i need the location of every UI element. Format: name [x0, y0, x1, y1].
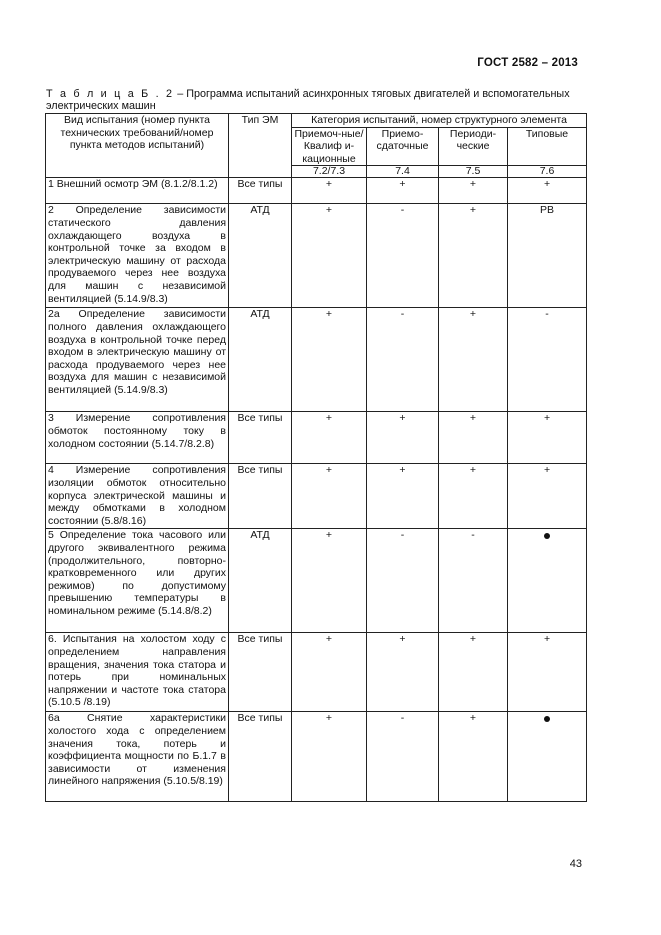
header-type-tests: Типовые: [508, 127, 587, 166]
table-row: [46, 464, 587, 529]
test-description: 3 Измерение сопротивления обмоток постоянному току в холодном состоянии (5.14.7/8.2.8): [46, 412, 229, 464]
header-category: Категория испытаний, номер структурного элемента: [292, 114, 587, 128]
mark-cell: +: [292, 204, 367, 308]
mark-cell: +: [508, 633, 587, 712]
mark-cell: +: [439, 464, 508, 529]
mark-cell: РВ: [508, 204, 587, 308]
mark-cell: -: [439, 529, 508, 633]
em-type-cell: Все типы: [229, 412, 292, 464]
mark-cell: +: [439, 204, 508, 308]
bullet-icon: [544, 716, 550, 722]
table-row: [46, 712, 587, 802]
header-em-type: Тип ЭМ: [229, 114, 292, 178]
test-description: 6а Снятие характеристики холостого хода с определением значения тока, потерь и коэффициента мощности по Б.1.7 в зависимости от изменения линейного напряжения (5.10.5/8.19): [46, 712, 229, 802]
em-type-cell: АТД: [229, 204, 292, 308]
mark-cell: +: [367, 464, 439, 529]
header-row: [46, 114, 587, 128]
mark-cell: -: [367, 204, 439, 308]
mark-cell: +: [292, 178, 367, 204]
mark-cell: [508, 712, 587, 802]
table-row: [46, 308, 587, 412]
header-acceptance: Приемоч-ные/Квалиф и-кационные: [292, 127, 367, 166]
em-type-cell: Все типы: [229, 178, 292, 204]
mark-cell: +: [292, 308, 367, 412]
caption-text: – Программа испытаний асинхронных тяговых двигателей и вспомогательных электрических машин: [46, 88, 570, 112]
em-type-cell: Все типы: [229, 712, 292, 802]
mark-cell: +: [367, 178, 439, 204]
table-row: [46, 204, 587, 308]
mark-cell: +: [439, 712, 508, 802]
em-type-cell: Все типы: [229, 464, 292, 529]
bullet-icon: [544, 533, 550, 539]
mark-cell: +: [292, 412, 367, 464]
mark-cell: +: [508, 412, 587, 464]
table-row: [46, 412, 587, 464]
table-row: [46, 178, 587, 204]
header-test-type: Вид испытания (номер пункта технических требований/номер пункта методов испытаний): [46, 114, 229, 178]
mark-cell: -: [367, 712, 439, 802]
table-caption: [46, 88, 586, 112]
header-periodic: Периоди-ческие: [439, 127, 508, 166]
mark-cell: +: [292, 529, 367, 633]
em-type-cell: Все типы: [229, 633, 292, 712]
table-row: [46, 529, 587, 633]
mark-cell: +: [439, 412, 508, 464]
mark-cell: +: [292, 464, 367, 529]
mark-cell: [508, 529, 587, 633]
mark-cell: +: [292, 633, 367, 712]
test-description: 6. Испытания на холостом ходу с определением направления вращения, значения тока статора и потерь при номинальных напряжении и частоте тока статора (5.10.5 /8.19): [46, 633, 229, 712]
header-delivery: Приемо-сдаточные: [367, 127, 439, 166]
test-description: 2а Определение зависимости полного давления охлаждающего воздуха в контрольной точке перед входом в электрическую машину от расхода продуваемого через нее воздуха для машин с независимой вентиляцией (5.14.9/8.3): [46, 308, 229, 412]
mark-cell: -: [367, 529, 439, 633]
em-type-cell: АТД: [229, 308, 292, 412]
mark-cell: +: [508, 464, 587, 529]
mark-cell: +: [367, 412, 439, 464]
mark-cell: +: [367, 633, 439, 712]
header-number: 7.2/7.3: [292, 166, 367, 178]
mark-cell: +: [439, 633, 508, 712]
mark-cell: -: [367, 308, 439, 412]
header-number: 7.5: [439, 166, 508, 178]
table-row: [46, 633, 587, 712]
caption-prefix: Т а б л и ц а Б . 2: [46, 88, 175, 100]
test-description: 5 Определение тока часового или другого эквивалентного режима (продолжительного, повторно-кратковременного или других режимов) по допустимому превышению температуры в номинальном режиме (5.14.8/8.2): [46, 529, 229, 633]
mark-cell: +: [439, 178, 508, 204]
header-number: 7.6: [508, 166, 587, 178]
mark-cell: +: [508, 178, 587, 204]
mark-cell: +: [439, 308, 508, 412]
mark-cell: -: [508, 308, 587, 412]
test-description: 2 Определение зависимости статического давления охлаждающего воздуха в контрольной точке за входом в электрическую машину от расхода продуваемого через нее воздуха для машин с независимой вентиляцией (5.14.9/8.3): [46, 204, 229, 308]
test-description: 4 Измерение сопротивления изоляции обмоток относительно корпуса электрической машины и между обмотками в холодном состоянии (5.8/8.16): [46, 464, 229, 529]
test-description: 1 Внешний осмотр ЭМ (8.1.2/8.1.2): [46, 178, 229, 204]
header-number: 7.4: [367, 166, 439, 178]
test-program-table: [45, 113, 587, 802]
mark-cell: +: [292, 712, 367, 802]
em-type-cell: АТД: [229, 529, 292, 633]
page-number: 43: [569, 858, 582, 870]
document-code: ГОСТ 2582 – 2013: [477, 57, 578, 69]
